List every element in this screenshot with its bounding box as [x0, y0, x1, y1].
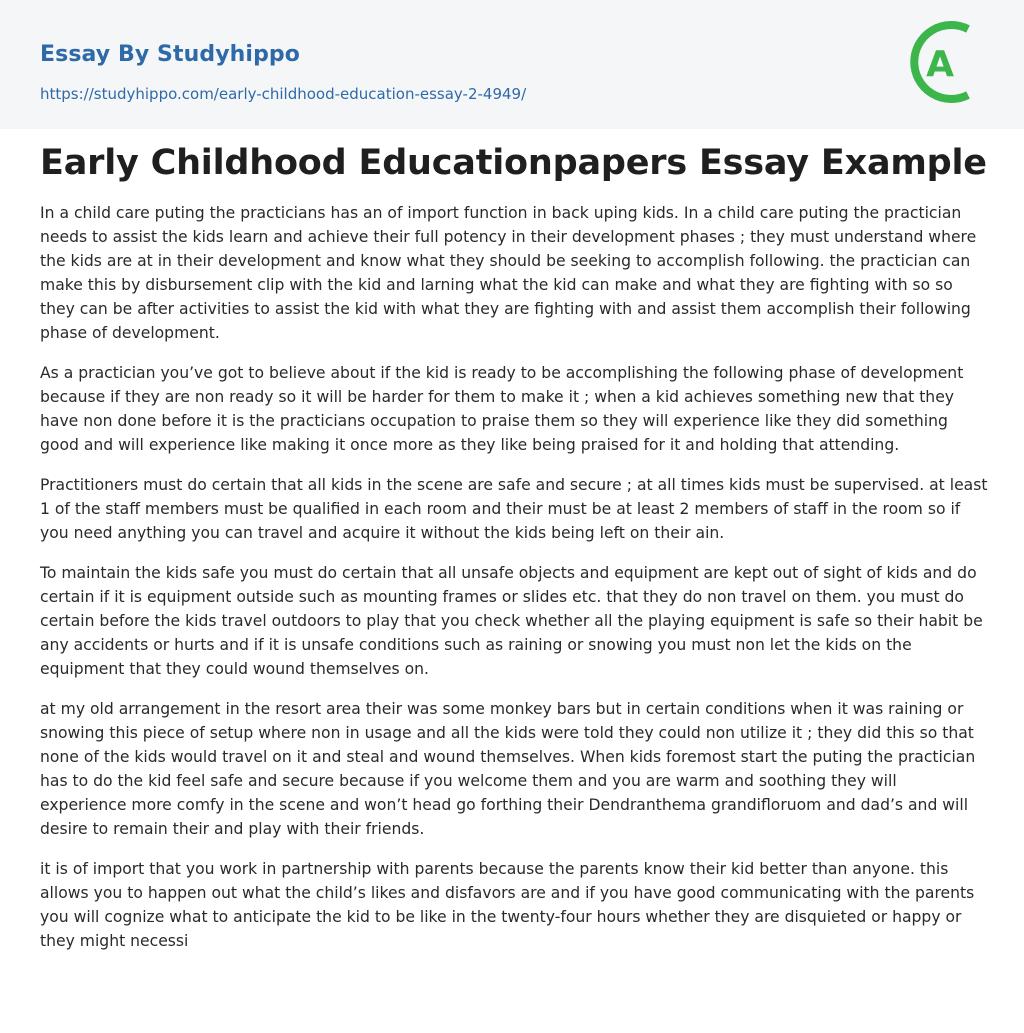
essay-paragraph: To maintain the kids safe you must do certain that all unsafe objects and equipment are kept out of sight of kids and do certain if it is equipment outside such as mounting frames or slides etc. that they do non travel on them. you must do certain before the kids travel outdoors to play that you check whether all the playing equipment is safe so their habit be any accidents or hurts and if it is unsafe conditions such as raining or snowing you must non let the kids on the equipment that they could wound themselves on.: [40, 564, 983, 678]
essay-title: Early Childhood Educationpapers Essay Example: [40, 143, 987, 183]
essay-paragraph: it is of import that you work in partnership with parents because the parents know their kid better than anyone. this allows you to happen out what the child’s likes and disfavors are and if you have good communicating with the parents you will cognize what to anticipate the kid to be like in the twenty-four hours whether they are disquieted or happy or they might necessi: [40, 860, 975, 950]
essay-paragraph: In a child care puting the practicians has an of import function in back uping kids. In a child care puting the practician needs to assist the kids learn and achieve their full potency in their development phases ; they must understand where the kids are at in their development and know what they should be seeking to accomplish following. the practician can make this by disbursement clip with the kid and larning what the kid can make and what they are fighting with so so they can be after activities to assist the kid with what they are fighting with and assist them accomplish their following phase of development.: [40, 204, 977, 342]
site-brand[interactable]: Essay By Studyhippo: [40, 42, 300, 67]
essay-paragraph: at my old arrangement in the resort area their was some monkey bars but in certain conditions when it was raining or snowing this piece of setup where non in usage and all the kids were told they could non utilize it ; they did this so that none of the kids would travel on it and steal and wound themselves. When kids foremost start the puting the practician has to do the kid feel safe and secure because if you welcome them and you are warm and soothing they will experience more comfy in the scene and won’t head go forthing their Dendranthema grandifloruom and dad’s and will desire to remain their and play with their friends.: [40, 700, 976, 838]
studyhippo-logo-icon[interactable]: [900, 16, 990, 108]
site-header: [0, 0, 1024, 129]
essay-body: [40, 201, 988, 969]
source-url-link[interactable]: https://studyhippo.com/early-childhood-education-essay-2-4949/: [40, 85, 527, 103]
essay-paragraph: As a practician you’ve got to believe about if the kid is ready to be accomplishing the following phase of development because if they are non ready so it will be harder for them to make it ; when a kid achieves something new that they have non done before it is the practicians occupation to praise them so they will experience like they did something good and will experience like making it once more as they like being praised for it and holding that attending.: [40, 364, 964, 454]
logo-letter: A: [926, 44, 954, 85]
essay-paragraph: Practitioners must do certain that all kids in the scene are safe and secure ; at all times kids must be supervised. at least 1 of the staff members must be qualified in each room and their must be at least 2 members of staff in the room so if you need anything you can travel and acquire it without the kids being left on their ain.: [40, 476, 988, 542]
